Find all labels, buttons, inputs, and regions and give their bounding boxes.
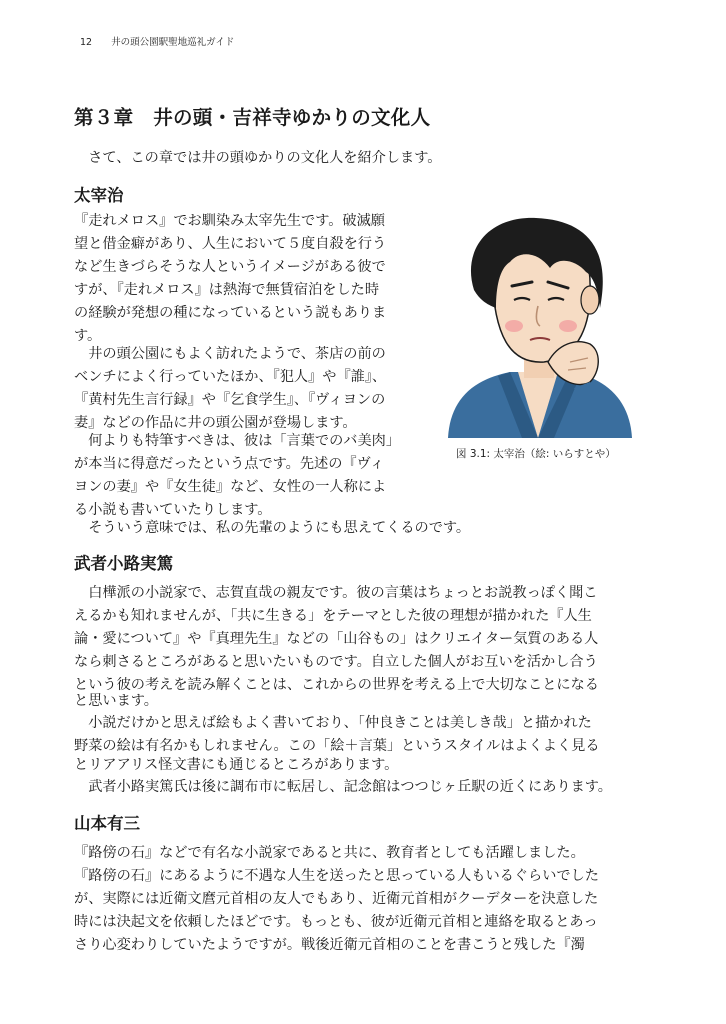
paragraph-line: る小説も書いていたりします。	[74, 502, 272, 518]
paragraph-line: など生きづらそうな人というイメージがある彼で	[74, 259, 386, 275]
paragraph-line: そういう意味では、私の先輩のようにも思えてくるのです。	[74, 520, 471, 536]
figure-caption: 図 3.1: 太宰治（絵: いらすとや）	[456, 448, 616, 460]
paragraph-line: 武者小路実篤氏は後に調布市に転居し、記念館はつつじヶ丘駅の近くにあります。	[74, 779, 612, 795]
paragraph-line: す。	[74, 328, 102, 344]
chapter-title: 第３章 井の頭・吉祥寺ゆかりの文化人	[74, 106, 431, 129]
paragraph-line: 『黄村先生言行録』や『乞食学生』、『ヴィヨンの	[74, 392, 386, 408]
running-header	[80, 34, 234, 48]
paragraph-line: 井の頭公園にもよく訪れたようで、茶店の前の	[74, 346, 386, 362]
chapter-intro: さて、この章では井の頭ゆかりの文化人を紹介します。	[74, 150, 442, 166]
paragraph-line: が、実際には近衛文麿元首相の友人でもあり、近衛元首相がクーデターを決意した	[74, 891, 599, 907]
section-heading-dazai: 太宰治	[74, 186, 124, 205]
paragraph-line: ヨンの妻』や『女生徒』など、女性の一人称によ	[74, 479, 387, 495]
paragraph-line: という彼の考えを読み解くことは、これからの世界を考える上で大切なことになる	[74, 677, 599, 693]
paragraph-line: 小説だけかと思えば絵もよく書いており、「仲良きことは美しき哉」と描かれた	[74, 715, 592, 731]
section-heading-yamamoto: 山本有三	[74, 814, 140, 833]
paragraph-line: が本当に得意だったという点です。先述の『ヴィ	[74, 456, 385, 472]
paragraph-line: 『走れメロス』でお馴染み太宰先生です。破滅願	[74, 213, 385, 229]
page-number: 12	[80, 37, 93, 48]
paragraph-line: 野菜の絵は有名かもしれません。この「絵＋言葉」というスタイルはよくよく見る	[74, 738, 600, 754]
paragraph-line: 『路傍の石』などで有名な小説家であると共に、教育者としても活躍しました。	[74, 845, 585, 861]
portrait-drawing	[440, 212, 636, 438]
running-title: 井の頭公園駅聖地巡礼ガイド	[111, 37, 235, 48]
paragraph-line: 時には決起文を依頼したほどです。もっとも、彼が近衛元首相と連絡を取るとあっ	[74, 914, 598, 930]
paragraph-line: 何よりも特筆すべきは、彼は「言葉でのバ美肉」	[74, 433, 401, 449]
paragraph-line: 望と借金癖があり、人生において５度自殺を行う	[74, 236, 387, 252]
paragraph-line: と思います。	[74, 693, 158, 709]
dazai-illustration	[440, 212, 636, 438]
paragraph-line: とリアアリス怪文書にも通じるところがあります。	[74, 757, 399, 773]
paragraph-line: 論・愛について』や『真理先生』などの「山谷もの」はクリエイター気質のある人	[74, 631, 599, 647]
section-heading-mushanokoji: 武者小路実篤	[74, 554, 173, 573]
paragraph-line: えるかも知れませんが、「共に生きる」をテーマとした彼の理想が描かれた『人生	[74, 608, 592, 624]
paragraph-line: の経験が発想の種になっているという説もありま	[74, 305, 387, 321]
paragraph-line: なら刺さるところがあると思いたいものです。自立した個人がお互いを活かし合う	[74, 654, 598, 670]
paragraph-line: すが、『走れメロス』は熱海で無賃宿泊をした時	[74, 282, 380, 298]
paragraph-line: ベンチによく行っていたほか、『犯人』や『誰』、	[74, 369, 387, 385]
paragraph-line: 『路傍の石』にあるように不遇な人生を送ったと思っている人もいるぐらいでした	[74, 868, 599, 884]
paragraph-line: 白樺派の小説家で、志賀直哉の親友です。彼の言葉はちょっとお説教っぽく聞こ	[74, 585, 598, 601]
paragraph-line: 妻』などの作品に井の頭公園が登場します。	[74, 415, 357, 431]
paragraph-line: さり心変わりしていたようですが。戦後近衛元首相のことを書こうと残した『濁	[74, 937, 585, 953]
